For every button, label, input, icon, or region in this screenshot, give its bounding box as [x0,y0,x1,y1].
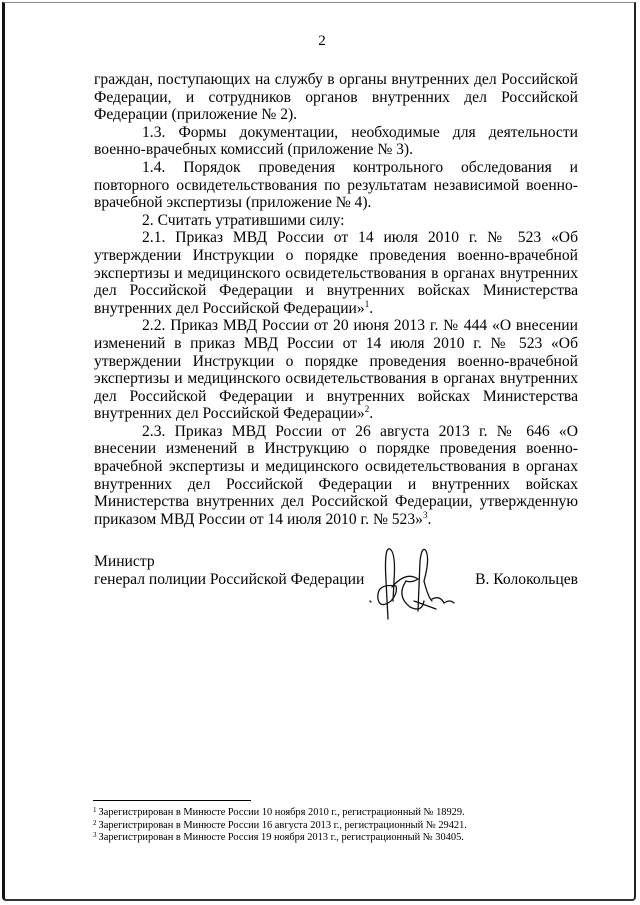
handwritten-signature-icon [366,541,476,621]
signatory-name: В. Колокольцев [475,571,578,588]
paragraph-item-2 [94,212,578,230]
paragraph-item-2-2 [94,317,578,423]
signatory-title: Министр [94,553,155,570]
paragraph-text: 2.2. Приказ МВД России от 20 июня 2013 г. № 444 «О внесении изменений в приказ МВД России от 14 июля 2010 г. № 523 «Об утверждении Инструкции о порядке проведения военно-врачебной экспертизы и медицинского освидетельствования в органах внутренних дел Российской Федерации и внутренних войсках Министерства внутренних дел Российской Федерации» [94,317,578,423]
paragraph-text: 2.3. Приказ МВД России от 26 августа 2013 г. № 646 «О внесении изменений в Инструкцию о порядке проведения военно-врачебной экспертизы и медицинского освидетельствования в органах внутренних дел Российской Федерации и внутренних войсках Министерства внутренних дел Российской Федерации, утвержденную приказом МВД России от 14 июля 2010 г. № 523» [94,422,578,528]
footnote-divider [93,800,251,801]
paragraph-trail: . [427,510,432,528]
paragraph-item-1-4 [94,159,578,212]
footnote-ref[interactable]: 2 [364,404,370,415]
footnote-ref[interactable]: 1 [364,298,370,309]
paragraph-text: 2.1. Приказ МВД России от 14 июля 2010 г. № 523 «Об утверждении Инструкции о порядке проведения военно-врачебной экспертизы и медицинского освидетельствования в органах внутренних дел Российской Федерации и внутренних войсках Министерства внутренних дел Российской Федерации» [94,229,578,317]
footnote-ref[interactable]: 3 [422,509,428,520]
document-page [2,2,636,901]
paragraph-item-2-3 [94,423,578,529]
footnote-text: Зарегистрирован в Минюсте Россия 19 ноября 2013 г., регистрационный № 30405. [98,832,464,844]
footnote-2 [93,820,573,833]
paragraph-text: 1.4. Порядок проведения контрольного обследования и повторного освидетельствования по результатам независимой военно-врачебной экспертизы (приложение № 4). [94,158,578,212]
paragraph-text: 1.3. Формы документации, необходимые для деятельности военно-врачебных комиссий (приложение № 3). [94,123,578,159]
paragraph-trail: . [369,405,374,423]
paragraph-text: граждан, поступающих на службу в органы внутренних дел Российской Федерации, и сотрудников органов внутренних дел Российской Федерации (приложение № 2). [94,71,578,124]
footnote-text: Зарегистрирован в Минюсте России 16 августа 2013 г., регистрационный № 29421. [98,819,467,831]
footnote-number: 3 [93,831,97,840]
page-number: 2 [318,33,326,49]
paragraph-item-1-3 [94,124,578,159]
paragraph-continuation [94,71,578,124]
paragraph-text: 2. Считать утратившими силу: [142,211,345,229]
signatory-rank: генерал полиции Российской Федерации [94,571,365,588]
footnote-number: 1 [93,806,97,814]
signature-block [94,553,578,623]
document-body [94,71,578,528]
paragraph-trail: . [369,299,374,317]
paragraph-item-2-1 [94,229,578,317]
footnote-3 [93,832,573,845]
footnote-text: Зарегистрирован в Минюсте России 10 ноября 2010 г., регистрационный № 18929. [98,807,465,818]
footnotes [93,807,573,845]
footnote-number: 2 [93,818,97,827]
footnote-1 [93,807,573,820]
